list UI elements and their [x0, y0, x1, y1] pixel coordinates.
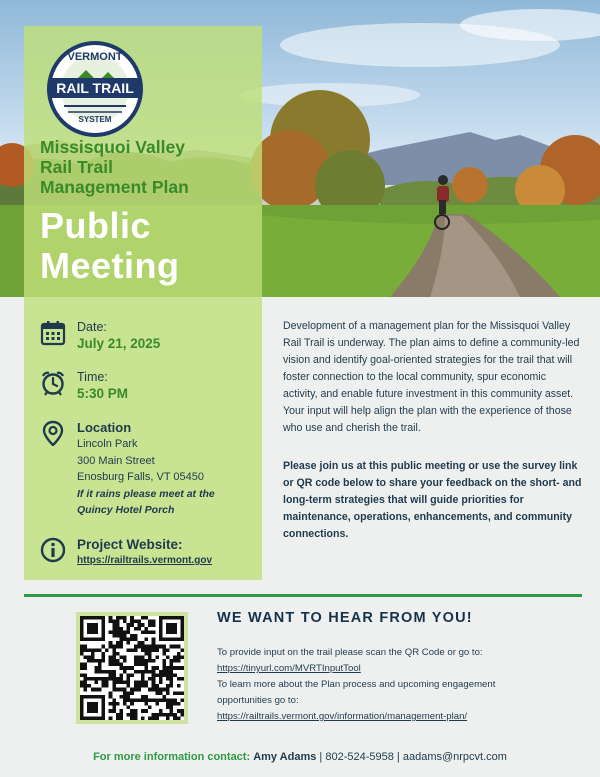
- website-link[interactable]: https://railtrails.vermont.gov: [77, 555, 213, 566]
- footer-label: For more information contact:: [93, 751, 251, 763]
- feedback-line-2: To learn more about the Plan process and upcoming engagement: [217, 679, 496, 690]
- feedback-heading: WE WANT TO HEAR FROM YOU!: [217, 610, 473, 626]
- time-value: 5:30 PM: [77, 386, 129, 401]
- feedback-line-1: To provide input on the trail please scan the QR Code or go to:: [217, 647, 483, 658]
- website-label: Project Website:: [77, 537, 183, 552]
- date-label: Date:: [77, 320, 107, 334]
- location-label: Location: [77, 420, 132, 435]
- call-to-action-paragraph: Please join us at this public meeting or use the survey link or QR code below to share your feedback on the short- and long-term strategies that will guide priorities for maintenance, operations, enhancements, and community connections.: [283, 460, 582, 540]
- title-line-2: Rail Trail: [40, 157, 113, 177]
- qr-code[interactable]: [76, 612, 188, 724]
- location-line-2: 300 Main Street: [77, 454, 155, 467]
- footer-separator-2: |: [396, 751, 400, 763]
- section-divider: [24, 594, 582, 597]
- title-line-1: Missisquoi Valley: [40, 137, 185, 157]
- alarm-clock-icon: [40, 370, 66, 396]
- contact-email[interactable]: aadams@nrpcvt.com: [402, 751, 507, 763]
- logo-bottom-text: SYSTEM: [78, 115, 112, 124]
- map-pin-icon: [40, 420, 66, 446]
- plan-title: [40, 137, 255, 197]
- rain-note-line-1: If it rains please meet at the: [77, 487, 215, 500]
- event-title-line-2: Meeting: [40, 245, 180, 286]
- footer-separator-1: |: [319, 751, 323, 763]
- description-paragraph: Development of a management plan for the Missisquoi Valley Rail Trail is underway. The plan aims to define a community-led vision and identify goal-oriented strategies for the trail that will foster connection to the local community, spur economic activity, and enable future investment in this community asset. Your input will help align the plan with the experience of those who use and cherish the trail.: [283, 320, 580, 434]
- qr-code-graphic: [80, 616, 184, 720]
- date-value: July 21, 2025: [77, 336, 161, 351]
- vermont-rail-trail-logo: [46, 40, 144, 138]
- event-title: [40, 206, 255, 286]
- event-title-line-1: Public: [40, 205, 152, 246]
- survey-link[interactable]: https://tinyurl.com/MVRTInputTool: [217, 663, 361, 674]
- location-line-3: Enosburg Falls, VT 05450: [77, 471, 204, 483]
- feedback-line-3: opportunities go to:: [217, 695, 299, 706]
- contact-phone: 802-524-5958: [325, 751, 394, 763]
- logo-banner-text: RAIL TRAIL: [56, 80, 134, 96]
- rain-note-line-2: Quincy Hotel Porch: [77, 503, 175, 516]
- logo-top-text: VERMONT: [67, 51, 123, 63]
- time-label: Time:: [77, 370, 108, 384]
- title-line-3: Management Plan: [40, 177, 189, 197]
- calendar-icon: [40, 320, 66, 346]
- location-line-1: Lincoln Park: [77, 438, 138, 450]
- contact-footer: [0, 751, 600, 763]
- plan-info-link[interactable]: https://railtrails.vermont.gov/information/management-plan/: [217, 711, 468, 722]
- feedback-body: [217, 645, 577, 725]
- contact-name: Amy Adams: [253, 751, 317, 763]
- info-icon: [40, 537, 66, 563]
